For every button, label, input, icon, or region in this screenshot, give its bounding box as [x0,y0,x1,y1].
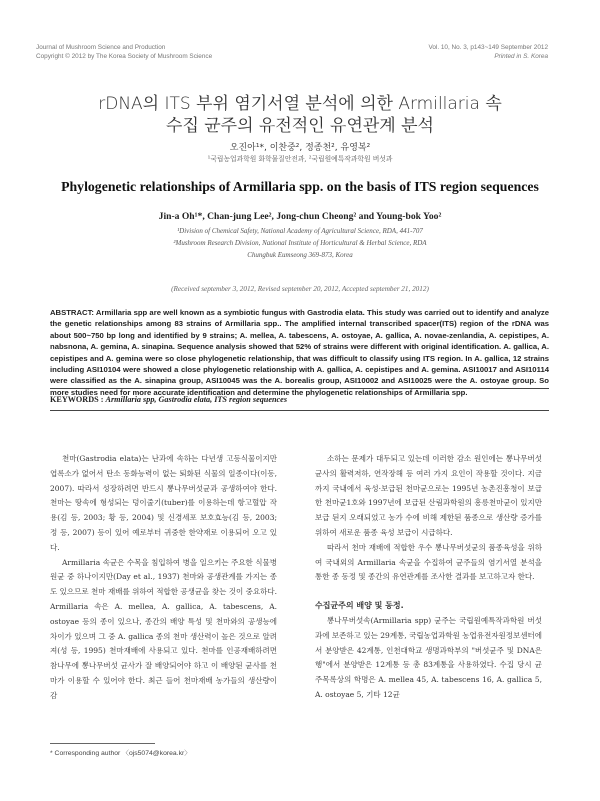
keywords-divider [50,410,549,411]
english-title: Phylogenetic relationships of Armillaria spp. on the basis of ITS region sequences [61,179,539,194]
paragraph: 천마(Gastrodia elata)는 난과에 속하는 다년생 고등식물이지만 엽록소가 없어서 탄소 동화능력이 없는 퇴화된 식물의 일종이다(이동, 2007). 따라서 성장하려면 반드시 뽕나무버섯균과 공생하여야 한다. 천마는 땅속에 형성되는 덩이줄기(tuber)를 이용하는데 항고혈압 작용(김 등, 2003; 황 등, 2004) 및 신경세포 보호효능(김 등, 2003; 정 등, 2007) 등이 있어 예로부터 귀중한 한약재로 이용되어 오고 있다. [50,454,277,552]
printed-line: Printed in S. Korea [494,53,548,60]
issue-header [428,43,548,61]
keywords [50,395,287,404]
english-affiliation-1: ¹Division of Chemical Safety, National Academy of Agricultural Science, RDA, 441-707 [177,227,423,235]
abstract [50,307,549,398]
korean-title-line-2: 수집 균주의 유전적인 유연관계 분석 [166,116,434,136]
paragraph: 따라서 천마 재배에 적합한 우수 뽕나무버섯균의 품종육성을 위하여 국내외의 Armillaria 속균을 수집하여 균주들의 염기서열 분석을 통한 종 동정 및 종간의 유연관계를 조사한 결과를 보고하고자 한다. [315,542,542,582]
paragraph: 소하는 문제가 대두되고 있는데 이러한 감소 원인에는 뽕나무버섯 균사의 활력저하, 연작장해 등 여러 가지 요인이 작용할 것이다. 지금까지 국내에서 육성·보급된 천마균으로는 1995년 농촌진흥청이 보급한 천마균1호와 1997년에 보급된 산림과학원의 흥릉천마균이 있지만 보급 된지 오래되었고 농가 수에 비해 제한된 품종으로 생산량 증가를 위하여 새로운 품종 육성 보급이 시급하다. [315,454,542,537]
abstract-body: Armillaria spp are well known as a symbiotic fungus with Gastrodia elata. This study was carried out to identify and analyze the genetic relationships among 83 strains of Armillaria spp.. The amplified internal transcribed spacer(ITS) region of the rDNA was about 500~750 bp long and identified by 9 strains; A. mellea, A. tabescens, A. ostoyae, A. gallica, A. novae-zenlandia, A. cepistipes, A. nabsnona, A. gemina, A. sinapina. Sequence analysis showed that 52% of strains were different with original identification. A. gallica, A. cepistipes and A. gemina were so close phylogenetic relationship, that was difficult to classify using ITS region. In A. gallica, 12 strains including ASI10104 were showed a close phylogenetic relationship with A. gallica, A. cepistipes and A. gemina. ASI10017 and ASI10114 were classified as the A. sinapina group, ASI10045 was the A. borealis group, ASI10002 and ASI10025 were the A. ostoyae group. So more studies need for more accurate identification and determine the phylogenetic relationships of Armillaria spp. [50,308,550,397]
paragraph: Armillaria 속균은 수목을 침입하여 병을 일으키는 주요한 식물병원균 중 하나이지만(Day et al., 1937) 천마와 공생관계를 가지는 종도 있으므로 천마 재배를 위하여 적합한 공생균을 찾는 것이 중요하다. Armillaria 속은 A. mellea, A. gallica, A. tabescens, A. ostoyae 등의 종이 있으나, 종간의 배양 특성 및 천마와의 공생능에 차이가 있으며 그 중 A. gallica 종의 천마 생산력이 높은 것으로 알려져(성 등, 1995) 천마재배에 사용되고 있다. 천마를 인공재배하려면 참나무에 뽕나무버섯 균사가 잘 배양되어야 하고 이 배양된 균사를 천마가 이용할 수 있어야 한다. 최근 들어 천마재배 농가들의 생산량이 감 [50,557,277,700]
keywords-body: Armillaria spp, Gastrodia elata, ITS region sequences [105,395,288,404]
copyright-line: Copyright © 2012 by The Korea Society of Mushroom Science [36,53,213,60]
footnote-divider [50,743,155,744]
korean-title-line-1: rDNA의 ITS 부위 염기서열 분석에 의한 Armillaria 속 [98,94,502,114]
journal-header [36,43,212,61]
korean-authors: 오진아¹*, 이찬중², 정종천², 유영복² [229,143,371,153]
section-heading: 수집균주의 배양 및 동정. [315,601,404,611]
keywords-label: KEYWORDS : [50,395,104,404]
journal-name: Journal of Mushroom Science and Production [36,44,166,51]
english-authors: Jin-a Oh¹*, Chan-jung Lee², Jong-chun Cheong² and Young-bok Yoo² [158,211,442,222]
body-column-left [50,452,277,704]
volume-line: Vol. 10, No. 3, p143~149 September 2012 [428,44,548,51]
english-affiliation-3: Chungbuk Eumseong 369-873, Korea [247,251,353,259]
body-column-right [315,452,542,703]
abstract-label: ABSTRACT: [50,308,94,317]
paragraph: 뽕나무버섯속(Armillaria spp) 균주는 국립원예특작과학원 버섯과에 보존하고 있는 29계통, 국립농업과학원 농업유전자원정보센터에서 분양받은 42계통, 인천대학교 생명과학부의 "버섯균주 및 DNA은행"에서 분양받은 12계통 등 총 83계통을 사용하였다. 수집 당시 균주목록상의 학명은 A. mellea 45, A. tabescens 16, A. gallica 5, A. ostoyae 5, 기타 12균 [315,615,542,699]
received-dates: (Received september 3, 2012, Revised september 20, 2012, Accepted september 21, 2012) [171,285,429,293]
abstract-divider [50,388,549,389]
korean-affiliations: ¹국립농업과학원 화학물질안전과, ²국립원예특작과학원 버섯과 [207,155,393,163]
english-affiliation-2: ²Mushroom Research Division, National Institute of Horticultural & Herbal Science, RDA [173,239,427,247]
corresponding-author-footnote: * Corresponding author 〈ojs5074@korea.kr〉 [50,750,192,757]
